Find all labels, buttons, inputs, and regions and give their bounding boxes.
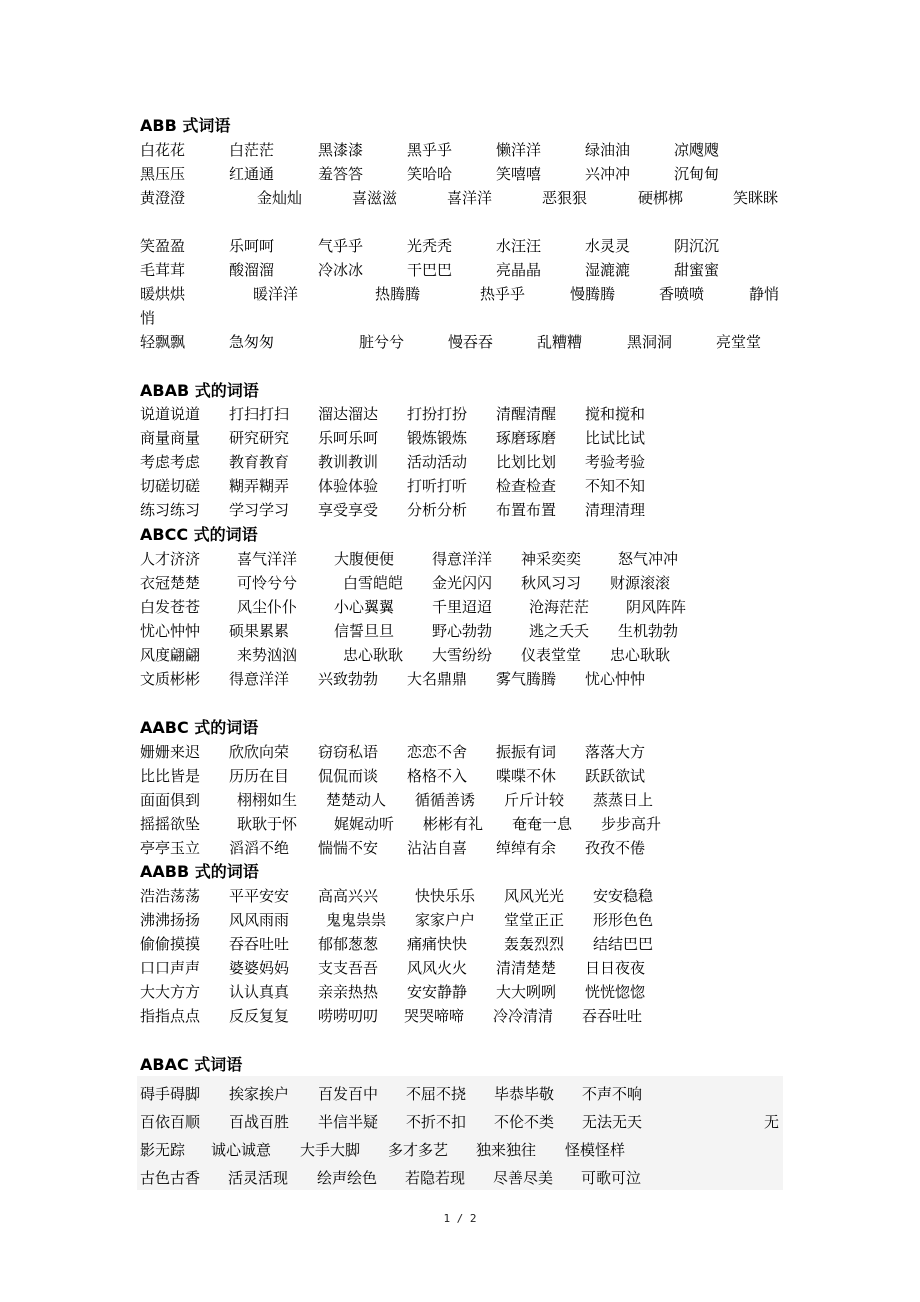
word: 悄 [140,309,156,327]
word: 反反复复 [229,1007,290,1025]
word: 亲亲热热 [318,983,379,1001]
word: 甜蜜蜜 [674,261,720,279]
word-row [140,1006,800,1030]
word: 欣欣向荣 [229,743,290,761]
word: 大大方方 [140,983,201,1001]
word: 琢磨琢磨 [496,429,557,447]
word: 得意洋洋 [229,670,290,688]
word: 笑哈哈 [407,165,453,183]
word: 可怜兮兮 [237,574,298,592]
word: 沾沾自喜 [407,839,468,857]
word: 黑压压 [140,165,186,183]
word: 恍恍惚惚 [585,983,646,1001]
word: 野心勃勃 [432,622,493,640]
word: 高高兴兴 [318,887,379,905]
word: 吞吞吐吐 [229,935,290,953]
word: 沧海茫茫 [529,598,590,616]
word: 来势汹汹 [237,646,298,664]
word-row [140,1168,800,1192]
word: 湿漉漉 [585,261,631,279]
word: 风度翩翩 [140,646,201,664]
word: 清理清理 [585,501,646,519]
word: 乐呵乐呵 [318,429,379,447]
word: 黑漆漆 [318,141,364,159]
word: 不屈不挠 [406,1085,467,1103]
word: 兴冲冲 [585,165,631,183]
word: 绘声绘色 [317,1169,378,1187]
word: 偷偷摸摸 [140,935,201,953]
word-row [140,645,800,669]
word: 轰轰烈烈 [504,935,565,953]
word: 阴沉沉 [674,237,720,255]
word: 不折不扣 [406,1113,467,1131]
word: 斤斤计较 [504,791,565,809]
word-row [140,742,800,766]
word: 日日夜夜 [585,959,646,977]
word: 快快乐乐 [415,887,476,905]
word: 硬梆梆 [638,189,684,207]
word: 水灵灵 [585,237,631,255]
word: 惴惴不安 [318,839,379,857]
word-row [140,910,800,934]
word: 人才济济 [140,550,201,568]
word-row [140,1084,800,1108]
word: 白雪皑皑 [343,574,404,592]
word: 无法无天 [582,1113,643,1131]
word-row [140,260,800,284]
word: 白花花 [140,141,186,159]
word: 享受享受 [318,501,379,519]
word-row [140,934,800,958]
word: 羞答答 [318,165,364,183]
word: 安安稳稳 [593,887,654,905]
word-row [140,284,800,308]
word: 笑盈盈 [140,237,186,255]
word: 毛茸茸 [140,261,186,279]
word: 冷冰冰 [318,261,364,279]
word: 比比皆是 [140,767,201,785]
word: 学习学习 [229,501,290,519]
word: 研究研究 [229,429,290,447]
word: 彬彬有礼 [423,815,484,833]
page-indicator: 1 / 2 [443,1212,477,1225]
word-row [140,428,800,452]
word-row [140,814,800,838]
word: 浩浩荡荡 [140,887,201,905]
word: 百发百中 [318,1085,379,1103]
word: 逃之夭夭 [529,622,590,640]
word: 无 [764,1113,780,1131]
word: 亮晶晶 [496,261,542,279]
word: 喋喋不休 [496,767,557,785]
word: 信誓旦旦 [334,622,395,640]
word: 可歌可泣 [581,1169,642,1187]
word: 恶狠狠 [542,189,588,207]
word: 忠心耿耿 [610,646,671,664]
word: 体验体验 [318,477,379,495]
word: 姗姗来迟 [140,743,201,761]
word: 侃侃而谈 [318,767,379,785]
word: 兴致勃勃 [318,670,379,688]
word: 水汪汪 [496,237,542,255]
word: 得意洋洋 [432,550,493,568]
word: 多才多艺 [388,1141,449,1159]
word: 黑乎乎 [407,141,453,159]
word: 安安静静 [407,983,468,1001]
word: 说道说道 [140,405,201,423]
section-heading-abab: ABAB 式的词语 [140,381,259,400]
word-row [140,958,800,982]
word: 口口声声 [140,959,201,977]
word: 大名鼎鼎 [407,670,468,688]
word: 认认真真 [229,983,290,1001]
word: 落落大方 [585,743,646,761]
word: 文质彬彬 [140,670,201,688]
word: 跃跃欲试 [585,767,646,785]
word: 耿耿于怀 [237,815,298,833]
word: 衣冠楚楚 [140,574,201,592]
word-row [140,164,800,188]
word: 雾气腾腾 [496,670,557,688]
word: 慢腾腾 [570,285,616,303]
word-row [140,573,800,597]
word: 形形色色 [593,911,654,929]
word-row [140,500,800,524]
word: 光秃秃 [407,237,453,255]
word: 酸溜溜 [229,261,275,279]
section-heading-aabc: AABC 式的词语 [140,718,259,737]
word: 大手大脚 [300,1141,361,1159]
word: 痛痛快快 [407,935,468,953]
word: 千里迢迢 [432,598,493,616]
word-row [140,669,800,693]
word: 绰绰有余 [496,839,557,857]
word: 古色古香 [140,1169,201,1187]
word: 风风雨雨 [229,911,290,929]
word: 碍手碍脚 [140,1085,201,1103]
word: 喜滋滋 [352,189,398,207]
word: 历历在目 [229,767,290,785]
word: 楚楚动人 [326,791,387,809]
word: 亭亭玉立 [140,839,201,857]
word-row [140,766,800,790]
word: 热乎乎 [480,285,526,303]
word: 小心翼翼 [334,598,395,616]
word: 滔滔不绝 [229,839,290,857]
word: 分析分析 [407,501,468,519]
word: 喜洋洋 [447,189,493,207]
word: 怒气冲冲 [618,550,679,568]
word: 结结巴巴 [593,935,654,953]
word: 振振有词 [496,743,557,761]
word: 静悄 [749,285,780,303]
word: 蒸蒸日上 [593,791,654,809]
word: 大腹便便 [334,550,395,568]
word: 活动活动 [407,453,468,471]
word: 检查检查 [496,477,557,495]
word: 风尘仆仆 [237,598,298,616]
word: 半信半疑 [318,1113,379,1131]
word: 孜孜不倦 [585,839,646,857]
word-row [140,188,800,212]
word: 平平安安 [229,887,290,905]
word: 大雪纷纷 [432,646,493,664]
word: 糊弄糊弄 [229,477,290,495]
word: 冷冷清清 [493,1007,554,1025]
word: 财源滚滚 [610,574,671,592]
section-heading-abcc: ABCC 式的词语 [140,525,258,544]
word: 循循善诱 [415,791,476,809]
word: 商量商量 [140,429,201,447]
word: 仪表堂堂 [521,646,582,664]
word: 诚心诚意 [211,1141,272,1159]
word: 脏兮兮 [359,333,405,351]
word: 鬼鬼祟祟 [326,911,387,929]
word: 忠心耿耿 [343,646,404,664]
word: 影无踪 [140,1141,186,1159]
word: 考验考验 [585,453,646,471]
word: 恋恋不舍 [407,743,468,761]
word-row [140,1112,800,1136]
word: 摇摇欲坠 [140,815,201,833]
word: 慢吞吞 [448,333,494,351]
word-row [140,140,800,164]
word: 风风火火 [407,959,468,977]
word-row [140,790,800,814]
word-row [140,621,800,645]
word: 考虑考虑 [140,453,201,471]
word: 清清楚楚 [496,959,557,977]
word: 哭哭啼啼 [404,1007,465,1025]
word: 支支吾吾 [318,959,379,977]
word: 生机勃勃 [618,622,679,640]
word: 独来独往 [476,1141,537,1159]
word-row [140,886,800,910]
word: 亮堂堂 [716,333,762,351]
word: 暖洋洋 [253,285,299,303]
word: 婆婆妈妈 [229,959,290,977]
word: 面面俱到 [140,791,201,809]
word: 懒洋洋 [496,141,542,159]
word: 热腾腾 [375,285,421,303]
word: 比试比试 [585,429,646,447]
word: 干巴巴 [407,261,453,279]
word: 指指点点 [140,1007,201,1025]
word-row [140,549,800,573]
word: 郁郁葱葱 [318,935,379,953]
word: 栩栩如生 [237,791,298,809]
word-row [140,838,800,862]
word: 忧心忡忡 [585,670,646,688]
word: 不伦不类 [494,1113,555,1131]
word: 锻炼锻炼 [407,429,468,447]
word: 神采奕奕 [521,550,582,568]
word: 步步高升 [601,815,662,833]
word: 百依百顺 [140,1113,201,1131]
word-row [140,404,800,428]
word: 堂堂正正 [504,911,565,929]
word: 黄澄澄 [140,189,186,207]
word: 红通通 [229,165,275,183]
word-row [140,332,800,356]
word: 毕恭毕敬 [494,1085,555,1103]
word: 阴风阵阵 [626,598,687,616]
word-row [140,982,800,1006]
word: 大大咧咧 [496,983,557,1001]
word: 唠唠叨叨 [318,1007,379,1025]
word: 黑洞洞 [627,333,673,351]
word: 家家户户 [415,911,476,929]
word-row [140,597,800,621]
word: 金光闪闪 [432,574,493,592]
word: 清醒清醒 [496,405,557,423]
word: 白茫茫 [229,141,275,159]
word: 活灵活现 [228,1169,289,1187]
word: 格格不入 [407,767,468,785]
word: 怪模怪样 [565,1141,626,1159]
word: 练习练习 [140,501,201,519]
word: 布置布置 [496,501,557,519]
word: 比划比划 [496,453,557,471]
word: 打扫打扫 [229,405,290,423]
word: 喜气洋洋 [237,550,298,568]
word: 切磋切磋 [140,477,201,495]
word: 笑眯眯 [733,189,779,207]
word: 金灿灿 [257,189,303,207]
word-row [140,1140,800,1164]
word: 沸沸扬扬 [140,911,201,929]
word: 乱糟糟 [537,333,583,351]
word: 教育教育 [229,453,290,471]
word: 尽善尽美 [493,1169,554,1187]
word: 溜达溜达 [318,405,379,423]
word: 忧心忡忡 [140,622,201,640]
word-row [140,452,800,476]
word-row [140,308,800,332]
word: 香喷喷 [659,285,705,303]
word: 教训教训 [318,453,379,471]
word: 吞吞吐吐 [582,1007,643,1025]
word: 打扮打扮 [407,405,468,423]
word: 急匆匆 [229,333,275,351]
word-row [140,476,800,500]
word: 笑嘻嘻 [496,165,542,183]
word: 打听打听 [407,477,468,495]
word: 不声不响 [582,1085,643,1103]
word-row [140,236,800,260]
word: 搅和搅和 [585,405,646,423]
word: 挨家挨户 [229,1085,290,1103]
section-heading-aabb: AABB 式的词语 [140,862,259,881]
word: 气乎乎 [318,237,364,255]
word: 暖烘烘 [140,285,186,303]
word: 白发苍苍 [140,598,201,616]
word: 沉甸甸 [674,165,720,183]
word: 不知不知 [585,477,646,495]
word: 硕果累累 [229,622,290,640]
word: 窃窃私语 [318,743,379,761]
word: 秋风习习 [521,574,582,592]
section-heading-abac: ABAC 式词语 [140,1055,243,1074]
word: 凉飕飕 [674,141,720,159]
word: 若隐若现 [405,1169,466,1187]
word: 乐呵呵 [229,237,275,255]
word: 娓娓动听 [334,815,395,833]
word: 百战百胜 [229,1113,290,1131]
word: 绿油油 [585,141,631,159]
word: 轻飘飘 [140,333,186,351]
section-heading-abb: ABB 式词语 [140,116,231,135]
word: 奄奄一息 [512,815,573,833]
word: 风风光光 [504,887,565,905]
